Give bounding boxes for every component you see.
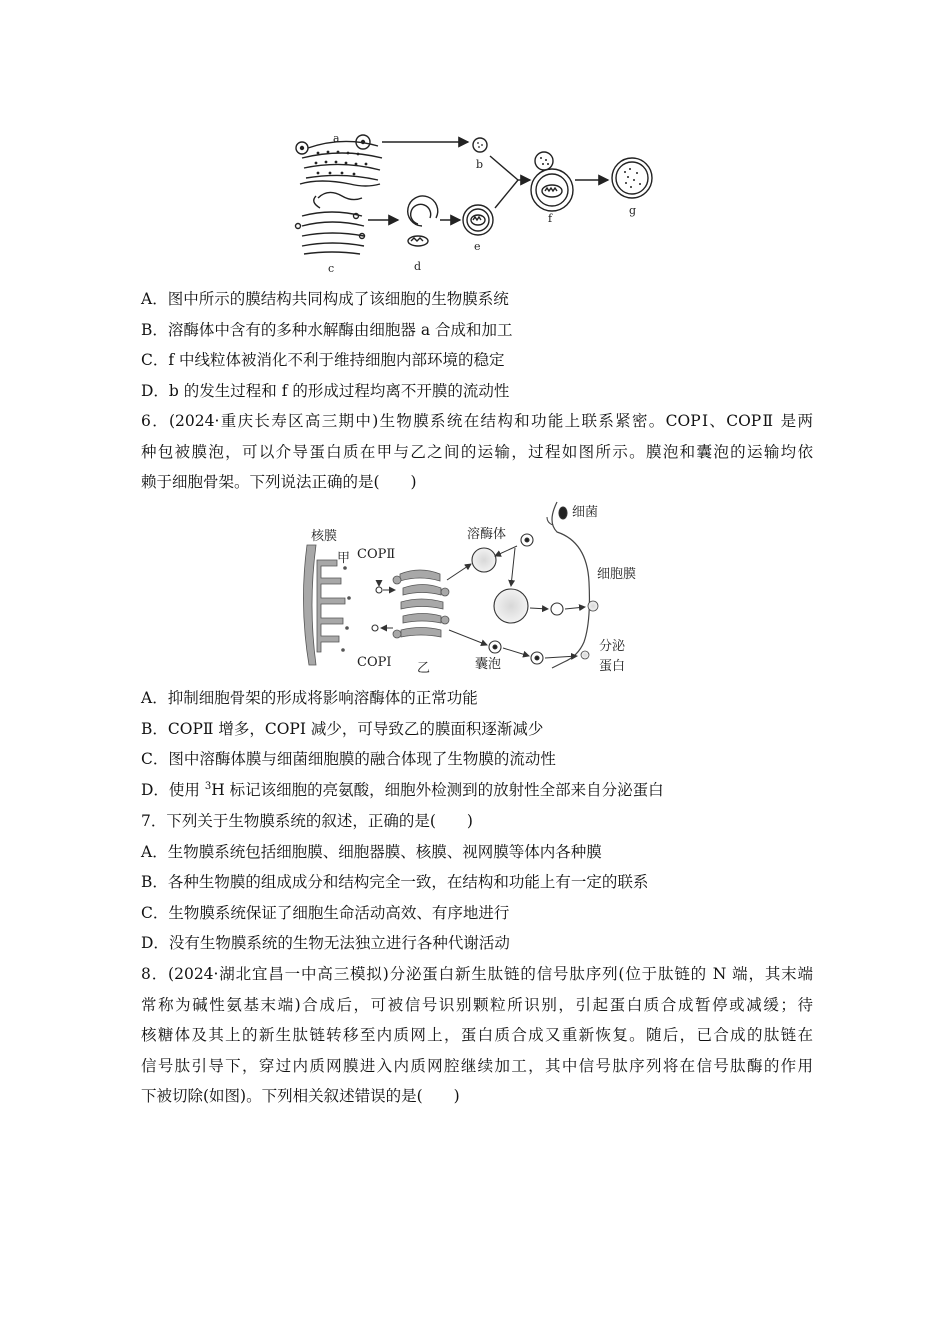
label-nuclear-membrane: 核膜 <box>311 529 338 544</box>
residual-body-g <box>612 158 652 198</box>
label-e: e <box>474 240 481 253</box>
figure-cop-transport <box>295 500 645 678</box>
q7-option-a: A．生物膜系统包括细胞膜、细胞器膜、核膜、视网膜等体内各种膜 <box>141 843 602 861</box>
golgi-c <box>296 192 365 254</box>
q7-option-b: B．各种生物膜的组成成分和结构完全一致，在结构和功能上有一定的联系 <box>141 873 649 891</box>
golgi-yi <box>393 570 449 638</box>
label-f: f <box>548 212 553 225</box>
label-secreted-1: 分泌 <box>599 639 626 654</box>
lysosome-b <box>473 138 487 152</box>
label-lysosome: 溶酶体 <box>467 527 507 542</box>
q6-option-c: C．图中溶酶体膜与细菌细胞膜的融合体现了生物膜的流动性 <box>141 750 556 768</box>
label-cop1: COPⅠ <box>357 655 392 670</box>
q8-stem-line-3: 核糖体及其上的新生肽链转移至内质网上，蛋白质合成又重新恢复。随后，已合成的肽链在 <box>141 1026 813 1044</box>
q7-option-d: D．没有生物膜系统的生物无法独立进行各种代谢活动 <box>141 934 510 952</box>
label-yi: 乙 <box>417 661 431 676</box>
q6-stem-line-3: 赖于细胞骨架。下列说法正确的是( ) <box>141 473 417 491</box>
label-jia: 甲 <box>337 551 351 566</box>
q7-stem: 7．下列关于生物膜系统的叙述，正确的是( ) <box>141 812 473 830</box>
label-g: g <box>629 204 637 217</box>
q5-option-c: C．f 中线粒体被消化不利于维持细胞内部环境的稳定 <box>141 351 505 369</box>
label-vesicle: 囊泡 <box>475 657 502 672</box>
q6-option-d-sup: 3 <box>204 780 212 792</box>
q6-stem-line-2: 种包被膜泡，可以介导蛋白质在甲与乙之间的运输，过程如图所示。膜泡和囊泡的运输均依 <box>141 443 813 461</box>
phagophore-d <box>408 196 438 246</box>
label-c: c <box>328 262 335 275</box>
cell-membrane <box>552 502 589 668</box>
label-cell-membrane: 细胞膜 <box>597 567 637 582</box>
q6-option-d <box>141 780 813 800</box>
label-secreted-2: 蛋白 <box>599 659 626 674</box>
q8-stem-line-5: 下被切除(如图)。下列相关叙述错误的是( ) <box>141 1087 460 1105</box>
figure-lysosome-formation <box>290 128 670 276</box>
autophagosome-e <box>463 205 493 235</box>
q5-option-b: B．溶酶体中含有的多种水解酶由细胞器 a 合成和加工 <box>141 321 513 339</box>
q5-option-d: D．b 的发生过程和 f 的形成过程均离不开膜的流动性 <box>141 382 510 400</box>
q8-stem-line-4: 信号肽引导下，穿过内质网膜进入内质网腔继续加工，其中信号肽序列将在信号肽酶的作用 <box>141 1057 813 1075</box>
q8-stem-line-1: 8．(2024·湖北宜昌一中高三模拟)分泌蛋白新生肽链的信号肽序列(位于肽链的 N 端，其末端 <box>141 965 813 983</box>
label-a: a <box>333 132 340 145</box>
q6-option-b: B．COPⅡ 增多，COPⅠ 减少，可导致乙的膜面积逐渐减少 <box>141 720 544 738</box>
q5-option-a: A．图中所示的膜结构共同构成了该细胞的生物膜系统 <box>141 290 509 308</box>
q8-stem-line-2: 常称为碱性氨基末端)合成后，可被信号识别颗粒所识别，引起蛋白质合成暂停或减缓；待 <box>141 996 813 1014</box>
q6-option-a: A．抑制细胞骨架的形成将影响溶酶体的正常功能 <box>141 689 478 707</box>
label-bacteria: 细菌 <box>572 505 599 520</box>
q7-option-c: C．生物膜系统保证了细胞生命活动高效、有序地进行 <box>141 904 510 922</box>
autolysosome-f <box>531 152 573 211</box>
q6-option-d-pre: D．使用 <box>141 781 205 799</box>
q6-option-d-post: H 标记该细胞的亮氨酸，细胞外检测到的放射性全部来自分泌蛋白 <box>211 781 664 799</box>
label-d: d <box>414 260 422 273</box>
label-b: b <box>476 158 484 171</box>
q6-stem-line-1: 6．(2024·重庆长寿区高三期中)生物膜系统在结构和功能上联系紧密。COPⅠ、COPⅡ 是两 <box>141 412 813 430</box>
label-cop2: COPⅡ <box>357 547 396 562</box>
